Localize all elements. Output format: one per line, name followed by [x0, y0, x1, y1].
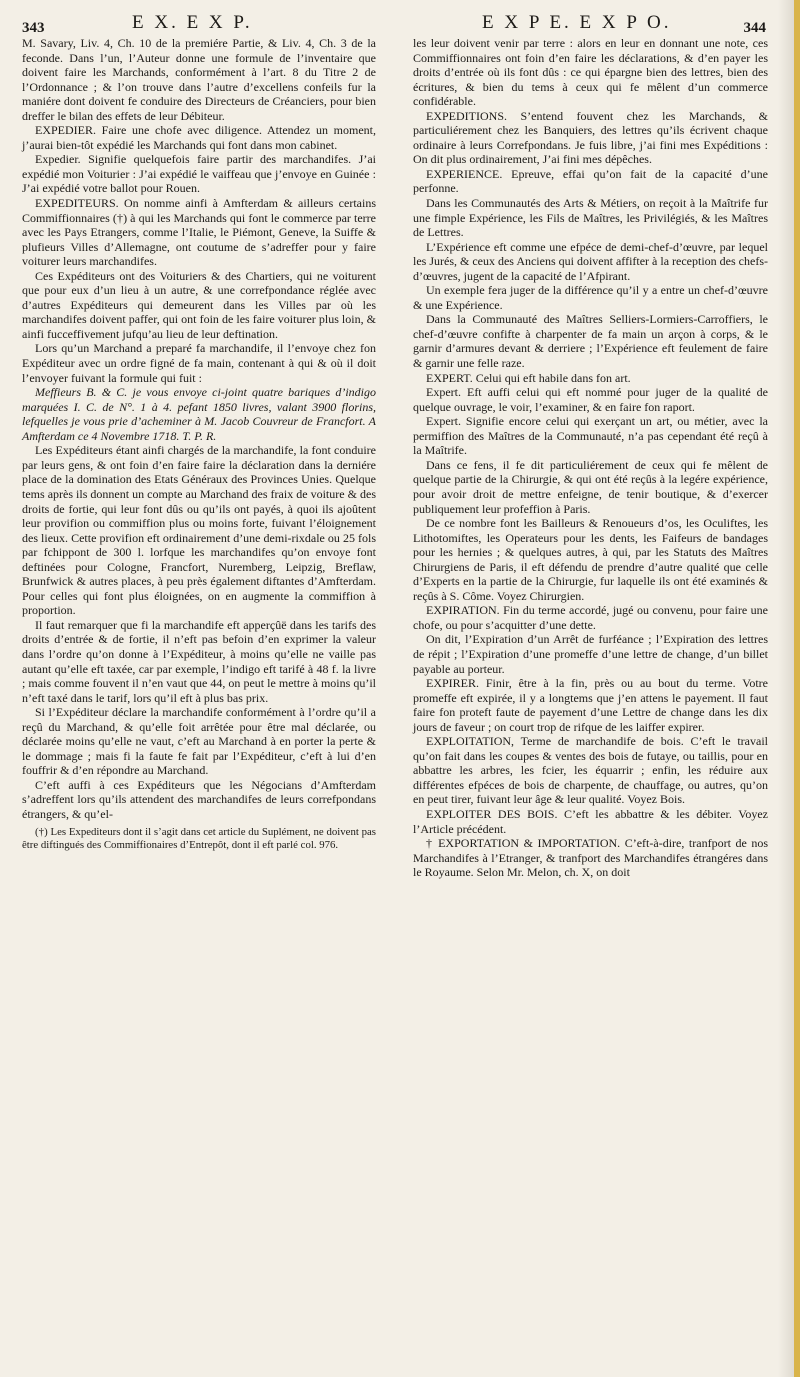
- entry-expeditions: EXPEDITIONS. S’entend fouvent chez les Marchands, & particuliérement chez les Banquiers, des lettres qu’ils écrivent chaque ordinaire à leurs Correfpondans. Je fuis libre, j’ai fini mes Expéditions : On dit plus ordinairement, J’ai fini mes dépêches.: [413, 108, 768, 167]
- entry-exploitation: EXPLOITATION, Terme de marchandife de bois. C’eft le travail qu’on fait dans les coupes & ventes des bois de futaye, ou taillis, pour en abbattre les arbres, les fcier, les équarrir ; enfin, les réduire aux différentes efpéces de bois de charpente, de chauffage, ou autres, qu’on en peut tirer, fuivant leur âge & leur qualité. Voyez Bois.: [413, 734, 768, 807]
- paragraph: L’Expérience eft comme une efpéce de demi-chef-d’œuvre, par lequel les Jurés, & ceux des Anciens qui doivent affifter à la reception des chefs-d’œuvres, jugent de la capacité de l’Afpirant.: [413, 239, 768, 283]
- paragraph: Dans les Communautés des Arts & Métiers, on reçoit à la Maîtrife fur une fimple Expérience, les Fils de Maîtres, les Privilégiés, & les Maîtres de Lettres.: [413, 196, 768, 240]
- entry-expert-sense: Expert. Eft auffi celui qui eft nommé pour juger de la qualité de quelque ouvrage, le voir, l’examiner, & en faire fon raport.: [413, 385, 768, 414]
- order-formula: Meffieurs B. & C. je vous envoye ci-joint quatre bariques d’indigo marquées I. C. de N°. 1 à 4. pefant 1850 livres, valant 3900 florins, lefquelles je vous prie d’acheminer à M. Jacob Couvreur de Francfort. A Amfterdam ce 4 Novembre 1718. T. P. R.: [22, 385, 376, 443]
- entry-expirer: EXPIRER. Finir, être à la fin, près ou au bout du terme. Votre promeffe eft expirée, il y a longtems que j’en attens le payement. Il faut faire fon proteft faute de payement d’une Lettre de change dans les dix jours de faveur ; on court trop de rifque de les laiffer expirer.: [413, 676, 768, 734]
- right-page-number: 344: [743, 20, 766, 36]
- entry-exploiter: EXPLOITER DES BOIS. C’eft les abbattre & les débiter. Voyez l’Article précédent.: [413, 806, 768, 836]
- entry-exportation: † EXPORTATION & IMPORTATION. C’eft-à-dire, tranfport de nos Marchandifes à l’Etranger, & tranfport des Marchandifes étrangéres dans le Royaume. Selon Mr. Melon, ch. X, on doit: [413, 836, 768, 880]
- paragraph: Dans ce fens, il fe dit particuliérement de ceux qui fe mêlent de quelque partie de la Chirurgie, & qui ont été reçûs à la legére expérience, pour avoir droit de mettre enfeigne, de tenir boutique, & d’exercer publiquement leur profeffion à Paris.: [413, 457, 768, 516]
- paragraph: C’eft auffi à ces Expéditeurs que les Négocians d’Amfterdam s’adreffent lors qu’ils attendent des marchandifes de leurs correfpondans étrangers, & qu’el-: [22, 777, 376, 821]
- left-page-number: 343: [22, 20, 45, 36]
- footnote: (†) Les Expediteurs dont il s’agit dans cet article du Suplément, ne doivent pas être diftingués des Commiffionaires d’Entrepôt, dont il eft parlé col. 976.: [22, 825, 376, 851]
- entry-experience: EXPERIENCE. Epreuve, effai qu’on fait de la capacité d’une perfonne.: [413, 166, 768, 196]
- entry-expert: EXPERT. Celui qui eft habile dans fon art.: [426, 370, 631, 385]
- paragraph: M. Savary, Liv. 4, Ch. 10 de la premiére Partie, & Liv. 4, Ch. 3 de la feconde. Dans l’un, l’Auteur donne une formule de l’inventaire que doivent faire les Marchands, conformément à l’art. 8 du Titre 2 de l’Ordonnance ; & l’on trouve dans l’autre d’excellens confeils fur la maniére dont doivent fe conduire des Directeurs de Créanciers, pour bien dreffer le bilan des effets de leur Débiteur.: [22, 36, 376, 123]
- paragraph: Un exemple fera juger de la différence qu’il y a entre un chef-d’œuvre & une Expérience.: [413, 283, 768, 312]
- paragraph: Les Expéditeurs étant ainfi chargés de la marchandife, la font conduire par leurs gens, & ont foin d’en faire faire la déclaration dans la derniére place de la domination des Etats Généraux des Provinces Unies. Quelque tems après ils donnent un compte au Marchand des fraix de voiture & des droits de fortie, qui leur font dûs ou qu’ils ont payés, à quoi ils ajoûtent leur provifion ou commiffion plus ou moins forte, fuivant l’éloignement des lieux. Cette provifion eft ordinairement d’une demi-rixdale ou 25 fols par fchippont de 300 l. lorfque les marchandifes qu’on envoye font deftinées pour Cologne, Francfort, Nuremberg, Leipzig, Breflaw, Brunfwick & autres places, à peu près également diftantes d’Amfterdam. Pour celles qui font plus éloignées, on en augmente la commiffion à proportion.: [22, 443, 376, 618]
- paragraph: Si l’Expéditeur déclare la marchandife conformément à l’ordre qu’il a reçû du Marchand, & qu’elle foit arrêtée pour être mal déclarée, ou déclarée moins qu’elle ne vaut, c’eft au Marchand à en porter la perte & le dommage ; mais fi la faute fe fait par l’Expéditeur, c’eft à lui d’en fouffrir & d’en répondre au Marchand.: [22, 705, 376, 778]
- entry-expedier-sense: Expedier. Signifie quelquefois faire partir des marchandifes. J’ai expédié mon Voiturier : J’ai expédié le vaiffeau que j’envoye en Guinée : J’ai expédié votre ballot pour Rouen.: [22, 152, 376, 196]
- page-edge-strip: [794, 0, 800, 1377]
- paragraph: Il faut remarquer que fi la marchandife eft apperçûë dans les tarifs des droits d’entrée & de fortie, il n’eft pas befoin d’en exprimer la valeur dans l’ordre qu’on donne à l’Expéditeur, à moins qu’elle ne vaille pas autant qu’elle eft taxée, car par exemple, l’indigo eft tarifé à 48 f. la livre ; mais comme fouvent il n’en vaut que 44, on peut le mettre à moins qu’il n’eft taxé dans le tarif, lors qu’il eft à plus bas prix.: [22, 617, 376, 705]
- right-column: [413, 36, 768, 880]
- left-running-head: E X. E X P.: [132, 12, 253, 33]
- entry-expedier: EXPEDIER. Faire une chofe avec diligence. Attendez un moment, j’aurai bien-tôt expédié les Marchands qui font dans mon cabinet.: [22, 123, 376, 152]
- paragraph: De ce nombre font les Bailleurs & Renoueurs d’os, les Oculiftes, les Lithotomiftes, les Operateurs pour les dents, les Faifeurs de bandages pour les hernies ; & quelques autres, à qui, par les Statuts des Maîtres Chirurgiens de Paris, il eft défendu de prendre d’autre qualité que celle d’Experts en la partie de la Chirurgie, fur laquelle ils ont été examinés & reçûs à S. Côme. Voyez Chirurgien.: [413, 516, 768, 603]
- entry-expediteurs: EXPEDITEURS. On nomme ainfi à Amfterdam & ailleurs certains Commiffionnaires (†) à qui les Marchands qui font le commerce par terre avec les Pays Etrangers, comme l’Italie, le Piémont, Geneve, la Suiffe & plufieurs Villes d’Allemagne, ont coutume de s’adreffer pour y faire voiturer leurs marchandifes.: [22, 196, 376, 269]
- right-running-head: E X P E. E X P O.: [482, 12, 672, 33]
- paragraph: Ces Expéditeurs ont des Voituriers & des Chartiers, qui ne voiturent que pour eux d’un lieu à un autre, & une correfpondance réglée avec d’autres Expéditeurs qui demeurent dans les Villes par où les marchandifes doivent paffer, qui ont foin de les faire voiturer plus loin, & ainfi fucceffivement jufqu’au lieu de leur deftination.: [22, 268, 376, 341]
- entry-expiration: EXPIRATION. Fin du terme accordé, jugé ou convenu, pour faire une chofe, ou pour s’acquitter d’une dette.: [413, 603, 768, 632]
- entry-expert-sense: Expert. Signifie encore celui qui exerçant un art, ou métier, avec la permiffion des Maîtres de la Communauté, n’a pas cependant été reçû à la Maîtrife.: [413, 414, 768, 458]
- paragraph: Lors qu’un Marchand a preparé fa marchandife, il l’envoye chez fon Expéditeur avec un ordre figné de fa main, contenant à qui & où il doit l’envoyer fuivant la formule qui fuit :: [22, 341, 376, 385]
- paragraph: On dit, l’Expiration d’un Arrêt de furféance ; l’Expiration des lettres de répit ; l’Expiration d’une promeffe d’une lettre de change, d’un billet payable au porteur.: [413, 632, 768, 676]
- left-column: [22, 36, 376, 852]
- paragraph: les leur doivent venir par terre : alors en leur en donnant une note, ces Commiffionnaires ont foin d’en faire les déclarations, & d’en payer les droits d’entrée où ils font dûs : ce qui épargne bien des lettres, bien des écritures, & bien du tems à ceux qui fe mêlent d’un commerce confidérable.: [413, 36, 768, 109]
- paragraph: Dans la Communauté des Maîtres Selliers-Lormiers-Carroffiers, le chef-d’œuvre confifte à charpenter de fa main un arçon à corps, & le garnir d’armures devant & derriere ; l’Expérience eft feulement de faire & garnir une felle raze.: [413, 312, 768, 371]
